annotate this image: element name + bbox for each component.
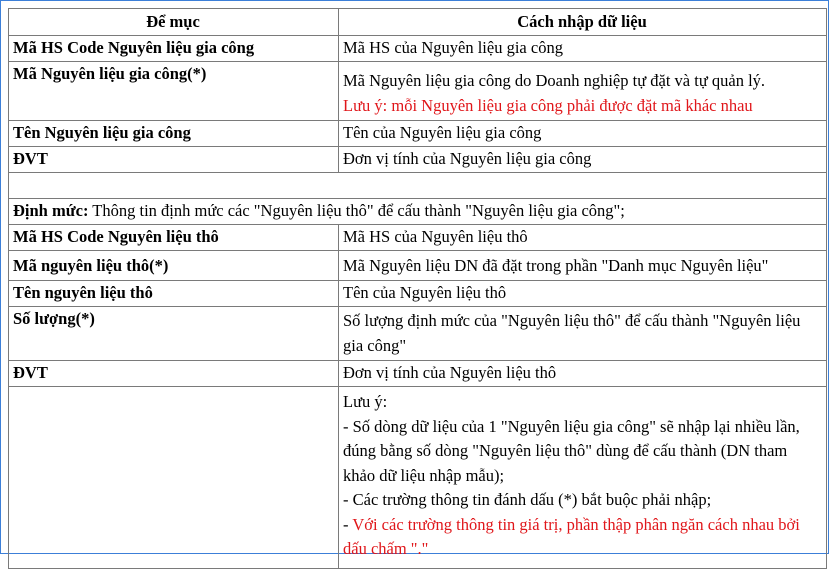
- note-line-red: Với các trường thông tin giá trị, phần thập phân ngăn cách nhau bởi dấu chấm ".": [343, 514, 800, 558]
- field-description: Mã HS của Nguyên liệu thô: [339, 225, 827, 251]
- table-row: [9, 36, 827, 62]
- section-dinh-muc: [9, 199, 827, 225]
- field-label: ĐVT: [9, 361, 339, 387]
- section-dinh-muc-text: Thông tin định mức các "Nguyên liệu thô" để cấu thành "Nguyên liệu gia công";: [88, 201, 625, 220]
- spacer-cell: [9, 173, 827, 199]
- note-line: - Các trường thông tin đánh dấu (*) bắt buộc phải nhập;: [343, 490, 712, 509]
- data-entry-table: [8, 8, 827, 569]
- field-label: Mã Nguyên liệu gia công(*): [9, 62, 339, 121]
- header-input-method: Cách nhập dữ liệu: [339, 9, 827, 36]
- field-label: Mã nguyên liệu thô(*): [9, 251, 339, 281]
- spacer-row: [9, 173, 827, 199]
- note-row: [9, 387, 827, 569]
- field-description: Mã Nguyên liệu DN đã đặt trong phần "Danh mục Nguyên liệu": [339, 251, 827, 281]
- note-title: Lưu ý:: [343, 392, 388, 411]
- field-description-text: Mã Nguyên liệu gia công do Doanh nghiệp tự đặt và tự quản lý.: [343, 71, 766, 90]
- table-row: [9, 281, 827, 307]
- note-line: [343, 513, 821, 562]
- note-line: - Số dòng dữ liệu của 1 "Nguyên liệu gia công" sẽ nhập lại nhiều lần, đúng bằng số dòng "Nguyên liệu thô" dùng để cấu thành (DN tham khảo dữ liệu nhập mẫu);: [343, 416, 800, 485]
- field-description: Mã HS của Nguyên liệu gia công: [339, 36, 827, 62]
- table-row: [9, 225, 827, 251]
- field-label: Tên Nguyên liệu gia công: [9, 121, 339, 147]
- field-description: Tên của Nguyên liệu gia công: [339, 121, 827, 147]
- section-dinh-muc-label: Định mức:: [13, 201, 89, 220]
- table-row: [9, 147, 827, 173]
- field-description: Tên của Nguyên liệu thô: [339, 281, 827, 307]
- field-description: Đơn vị tính của Nguyên liệu gia công: [339, 147, 827, 173]
- field-label: Mã HS Code Nguyên liệu thô: [9, 225, 339, 251]
- field-description: Đơn vị tính của Nguyên liệu thô: [339, 361, 827, 387]
- field-warning-note: Lưu ý: mỗi Nguyên liệu gia công phải được đặt mã khác nhau: [343, 96, 753, 115]
- table-row: [9, 121, 827, 147]
- field-label: Số lượng(*): [9, 307, 339, 361]
- header-field: Để mục: [9, 9, 339, 36]
- table-row: [9, 62, 827, 121]
- table-row: [9, 361, 827, 387]
- field-label: Mã HS Code Nguyên liệu gia công: [9, 36, 339, 62]
- field-label: ĐVT: [9, 147, 339, 173]
- note-line-prefix: -: [343, 514, 353, 534]
- field-description: Số lượng định mức của "Nguyên liệu thô" để cấu thành "Nguyên liệu gia công": [339, 307, 827, 361]
- table-row: [9, 307, 827, 361]
- table-row: [9, 251, 827, 281]
- table-header-row: [9, 9, 827, 36]
- field-description: [339, 62, 827, 121]
- section-row-dinh-muc: [9, 199, 827, 225]
- note-empty-cell: [9, 387, 339, 569]
- field-label: Tên nguyên liệu thô: [9, 281, 339, 307]
- note-block: [339, 387, 827, 569]
